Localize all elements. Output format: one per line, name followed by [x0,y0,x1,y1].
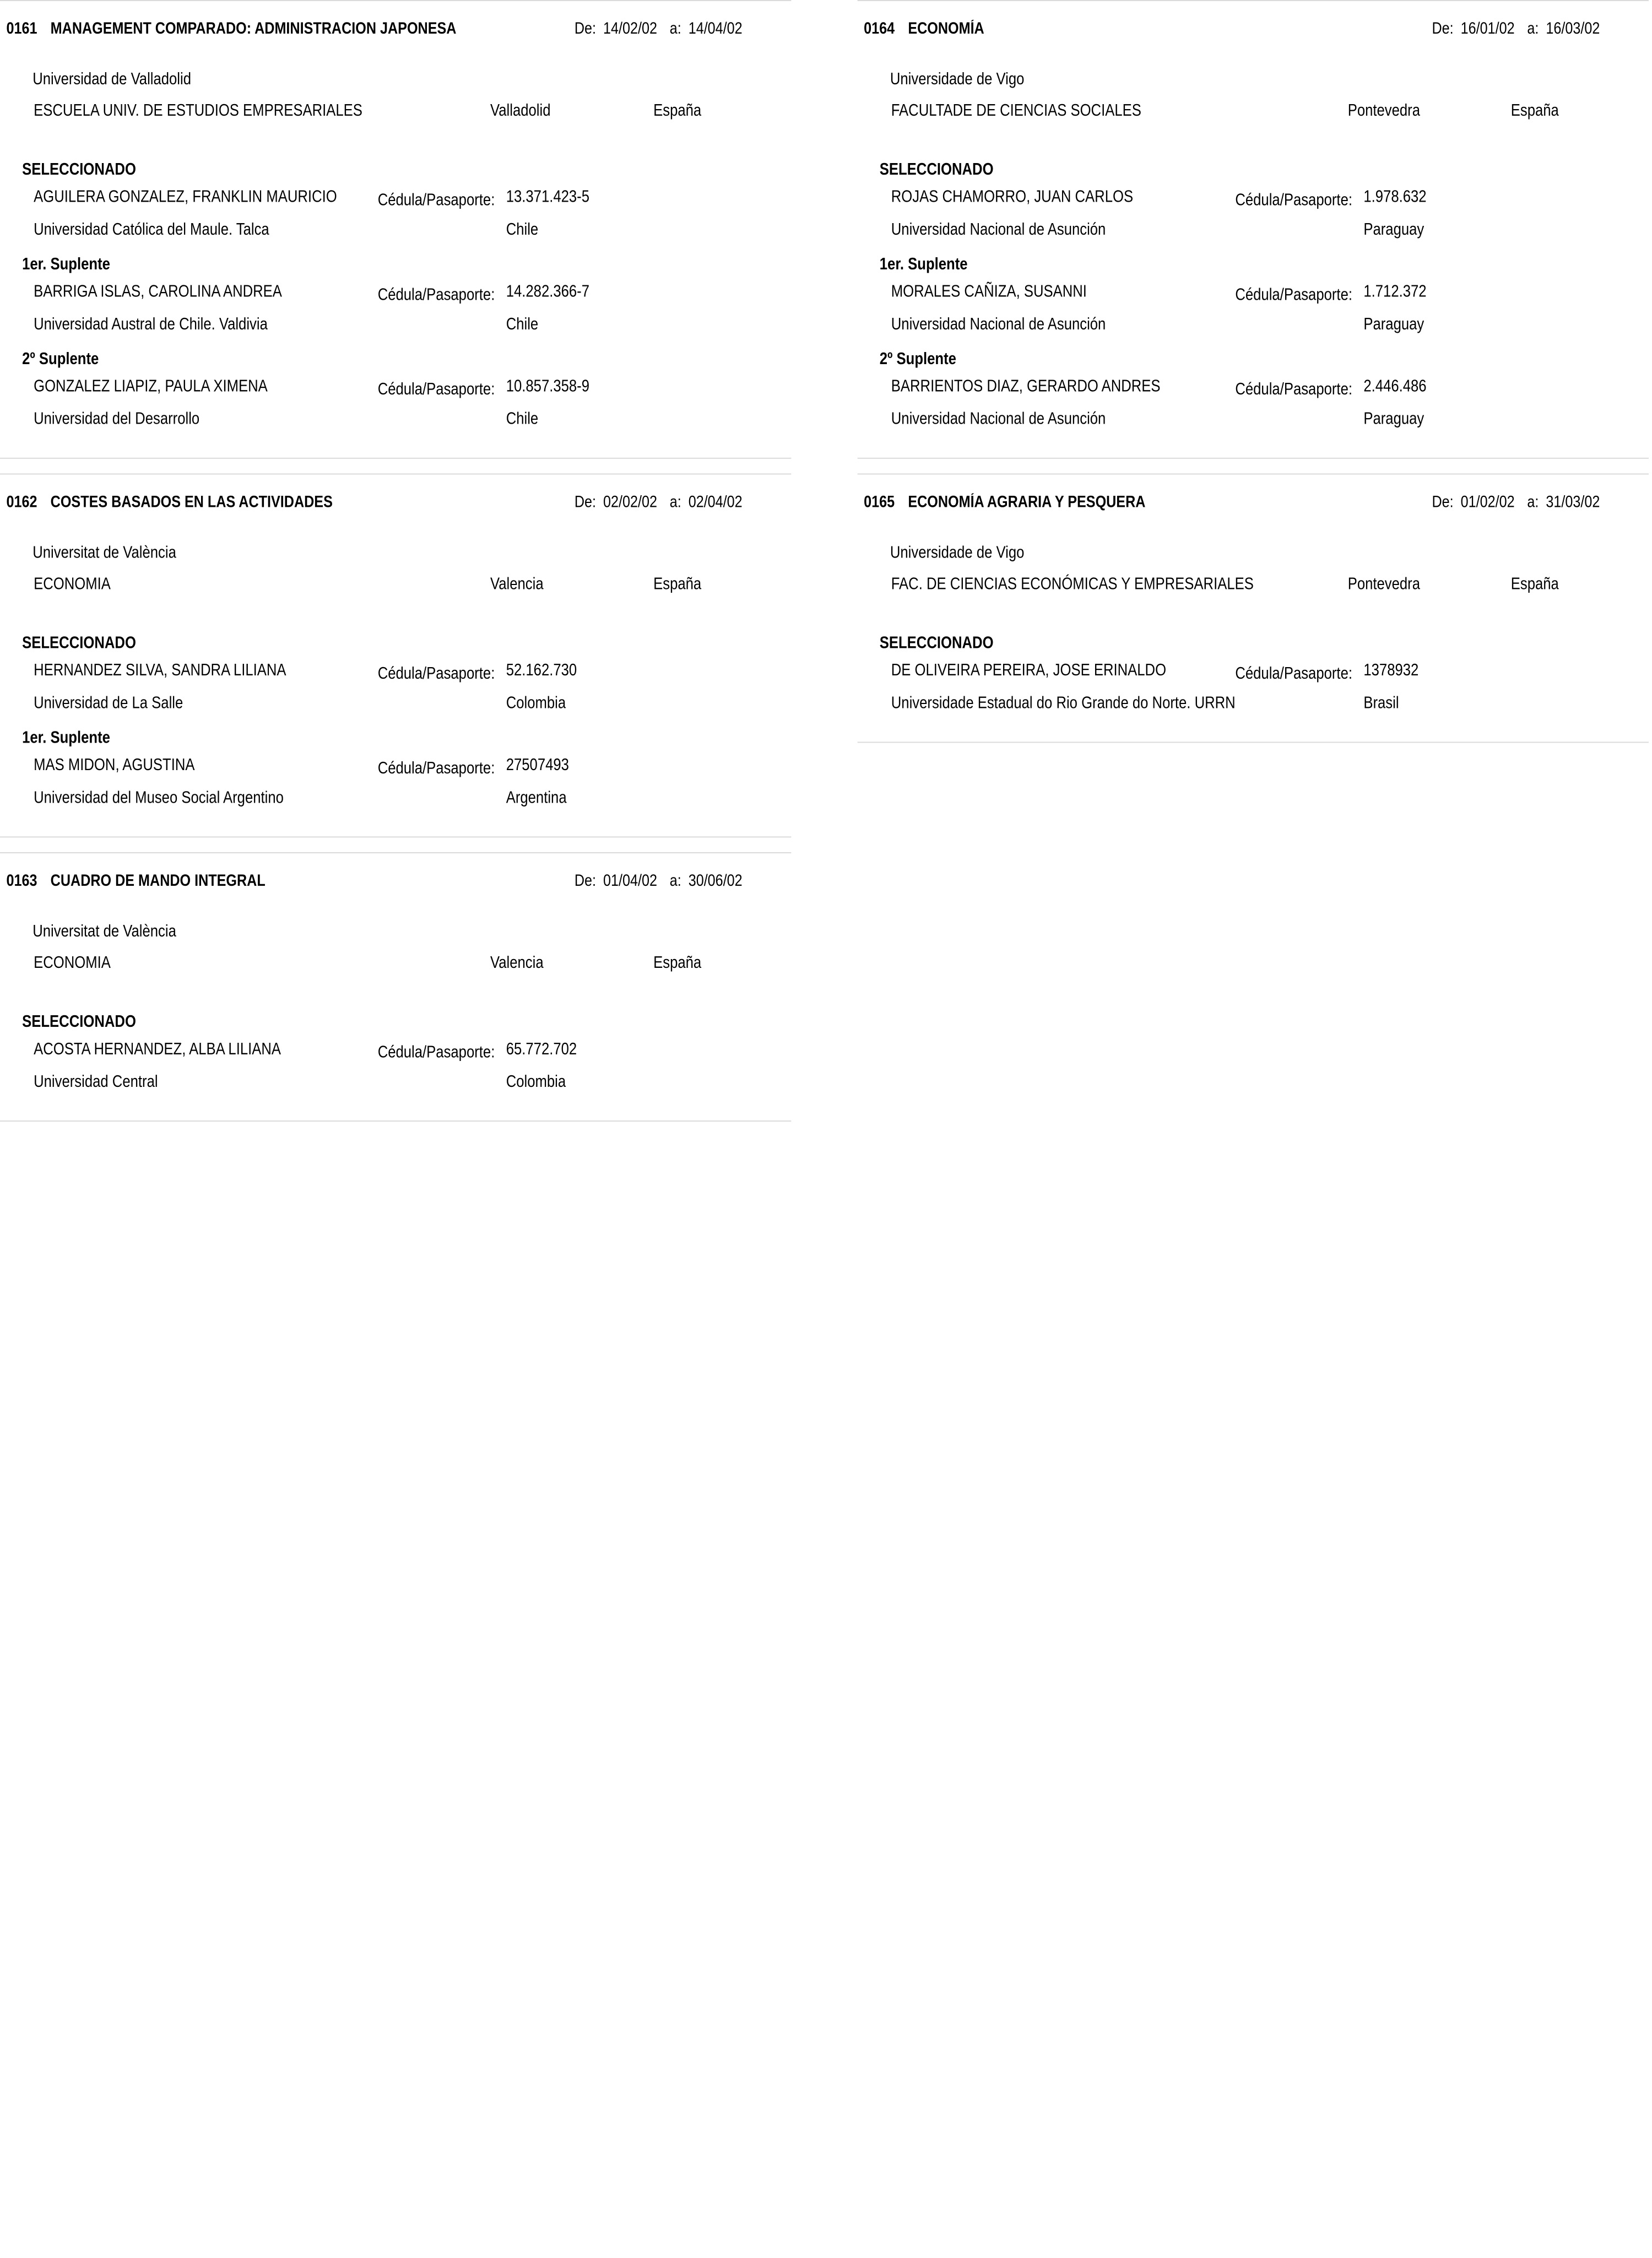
candidate-country: Colombia [506,1073,566,1091]
candidate-name: GONZALEZ LIAPIZ, PAULA XIMENA [34,377,268,396]
course-code: 0164 [864,20,895,38]
course-dates [1432,494,1600,512]
from-label: De: [574,20,597,38]
course-title: COSTES BASADOS EN LAS ACTIVIDADES [50,493,333,512]
host-university: Universidad de Valladolid [33,70,191,89]
left-column [0,0,791,1136]
host-university-row [0,64,791,96]
id-label: Cédula/Pasaporte: [1235,381,1352,399]
candidate-role: 2º Suplente [879,350,956,369]
candidate-institution: Universidad Católica del Maule. Talca [34,221,269,239]
host-department: ECONOMIA [34,954,111,972]
candidate-name: ACOSTA HERNANDEZ, ALBA LILIANA [34,1040,281,1059]
candidate-role: 1er. Suplente [879,256,968,274]
host-university: Universidade de Vigo [890,70,1025,89]
host-university: Universitat de València [33,544,176,562]
course-title: CUADRO DE MANDO INTEGRAL [50,872,266,890]
candidate-name: BARRIENTOS DIAZ, GERARDO ANDRES [891,377,1161,396]
candidate-institution: Universidade Estadual do Rio Grande do Norte. URRN [891,694,1236,713]
date-from: 01/02/02 [1460,493,1515,512]
to-label: a: [1527,493,1539,512]
to-label: a: [669,872,681,890]
candidate-institution: Universidad Central [34,1073,158,1091]
from-label: De: [1432,20,1454,38]
candidate-country: Argentina [506,789,567,807]
host-country: España [653,102,702,120]
host-department: FAC. DE CIENCIAS ECONÓMICAS Y EMPRESARIALES [891,575,1254,594]
course-dates [575,494,743,512]
candidate-id: 13.371.423-5 [506,188,590,207]
course-block [0,474,791,838]
candidate-name: BARRIGA ISLAS, CAROLINA ANDREA [34,283,282,301]
course-block [0,0,791,459]
host-country: España [653,575,702,594]
candidate-country: Paraguay [1363,316,1424,334]
candidate-role: 2º Suplente [22,350,99,369]
course-dates [575,872,743,891]
course-block [858,474,1649,743]
candidate-name: MAS MIDON, AGUSTINA [34,756,195,775]
candidate-institution: Universidad Nacional de Asunción [891,410,1106,429]
candidate-country: Paraguay [1363,410,1424,429]
to-label: a: [1527,20,1539,38]
id-label: Cédula/Pasaporte: [377,665,495,683]
date-from: 01/04/02 [603,872,657,890]
candidate-role: SELECCIONADO [22,634,136,653]
candidate-role: SELECCIONADO [879,634,994,653]
candidate-name: AGUILERA GONZALEZ, FRANKLIN MAURICIO [34,188,337,207]
course-header [0,1,791,64]
candidate-role: SELECCIONADO [22,161,136,179]
candidate-id: 14.282.366-7 [506,283,590,301]
to-label: a: [669,493,681,512]
from-label: De: [574,872,597,890]
id-label: Cédula/Pasaporte: [1235,665,1352,683]
candidate-country: Brasil [1363,694,1399,713]
host-department-row [858,569,1649,600]
candidate-institution: Universidad del Museo Social Argentino [34,789,284,807]
course-title: MANAGEMENT COMPARADO: ADMINISTRACION JAPONESA [50,20,457,38]
host-country: España [1510,102,1559,120]
candidate-country: Chile [506,410,539,429]
course-header [858,474,1649,538]
from-label: De: [574,493,597,512]
candidate-country: Chile [506,221,539,239]
to-label: a: [669,20,681,38]
host-country: España [653,954,702,972]
candidate-name: HERNANDEZ SILVA, SANDRA LILIANA [34,662,286,680]
candidate-role: SELECCIONADO [22,1013,136,1031]
candidate-institution: Universidad del Desarrollo [34,410,200,429]
date-from: 16/01/02 [1460,20,1515,38]
candidate-id: 10.857.358-9 [506,377,590,396]
course-header [858,1,1649,64]
date-to: 31/03/02 [1546,493,1600,512]
candidate-id: 52.162.730 [506,662,577,680]
host-city: Pontevedra [1347,102,1421,120]
host-university-row [0,538,791,569]
candidate-id: 27507493 [506,756,569,775]
host-department: FACULTADE DE CIENCIAS SOCIALES [891,102,1141,120]
host-department-row [0,96,791,127]
course-title: ECONOMÍA AGRARIA Y PESQUERA [908,493,1146,512]
course-header [0,474,791,538]
candidate-role: 1er. Suplente [22,729,110,748]
date-from: 02/02/02 [603,493,657,512]
candidate-country: Paraguay [1363,221,1424,239]
host-city: Valladolid [490,102,551,120]
id-label: Cédula/Pasaporte: [1235,191,1352,210]
course-title: ECONOMÍA [908,20,984,38]
course-code: 0161 [6,20,37,38]
candidate-name: MORALES CAÑIZA, SUSANNI [891,283,1087,301]
candidate-id: 1.978.632 [1363,188,1427,207]
host-country: España [1510,575,1559,594]
course-block [0,852,791,1122]
date-to: 30/06/02 [688,872,743,890]
candidate-role: 1er. Suplente [22,256,110,274]
id-label: Cédula/Pasaporte: [377,381,495,399]
course-dates [575,20,743,39]
candidate-institution: Universidad de La Salle [34,694,183,713]
from-label: De: [1432,493,1454,512]
host-city: Pontevedra [1347,575,1421,594]
right-column [858,0,1649,757]
candidate-name: ROJAS CHAMORRO, JUAN CARLOS [891,188,1134,207]
candidate-id: 2.446.486 [1363,377,1427,396]
host-city: Valencia [490,954,544,972]
id-label: Cédula/Pasaporte: [377,1043,495,1062]
course-code: 0165 [864,493,895,512]
id-label: Cédula/Pasaporte: [377,286,495,304]
candidate-id: 65.772.702 [506,1040,577,1059]
course-dates [1432,20,1600,39]
host-department: ECONOMIA [34,575,111,594]
candidate-institution: Universidad Nacional de Asunción [891,221,1106,239]
candidate-name: DE OLIVEIRA PEREIRA, JOSE ERINALDO [891,662,1167,680]
host-university-row [0,917,791,948]
course-header [0,853,791,917]
host-university-row [858,64,1649,96]
host-department-row [0,948,791,979]
date-to: 02/04/02 [688,493,743,512]
id-label: Cédula/Pasaporte: [377,191,495,210]
course-code: 0163 [6,872,37,890]
candidate-country: Colombia [506,694,566,713]
host-department-row [0,569,791,600]
host-university: Universidade de Vigo [890,544,1025,562]
date-from: 14/02/02 [603,20,657,38]
course-block [858,0,1649,459]
host-department-row [858,96,1649,127]
host-city: Valencia [490,575,544,594]
candidate-country: Chile [506,316,539,334]
course-code: 0162 [6,493,37,512]
id-label: Cédula/Pasaporte: [1235,286,1352,304]
candidate-id: 1378932 [1363,662,1419,680]
id-label: Cédula/Pasaporte: [377,760,495,778]
host-university-row [858,538,1649,569]
candidate-institution: Universidad Nacional de Asunción [891,316,1106,334]
date-to: 14/04/02 [688,20,743,38]
candidate-institution: Universidad Austral de Chile. Valdivia [34,316,268,334]
host-university: Universitat de València [33,923,176,941]
date-to: 16/03/02 [1546,20,1600,38]
candidate-id: 1.712.372 [1363,283,1427,301]
candidate-role: SELECCIONADO [879,161,994,179]
host-department: ESCUELA UNIV. DE ESTUDIOS EMPRESARIALES [34,102,362,120]
